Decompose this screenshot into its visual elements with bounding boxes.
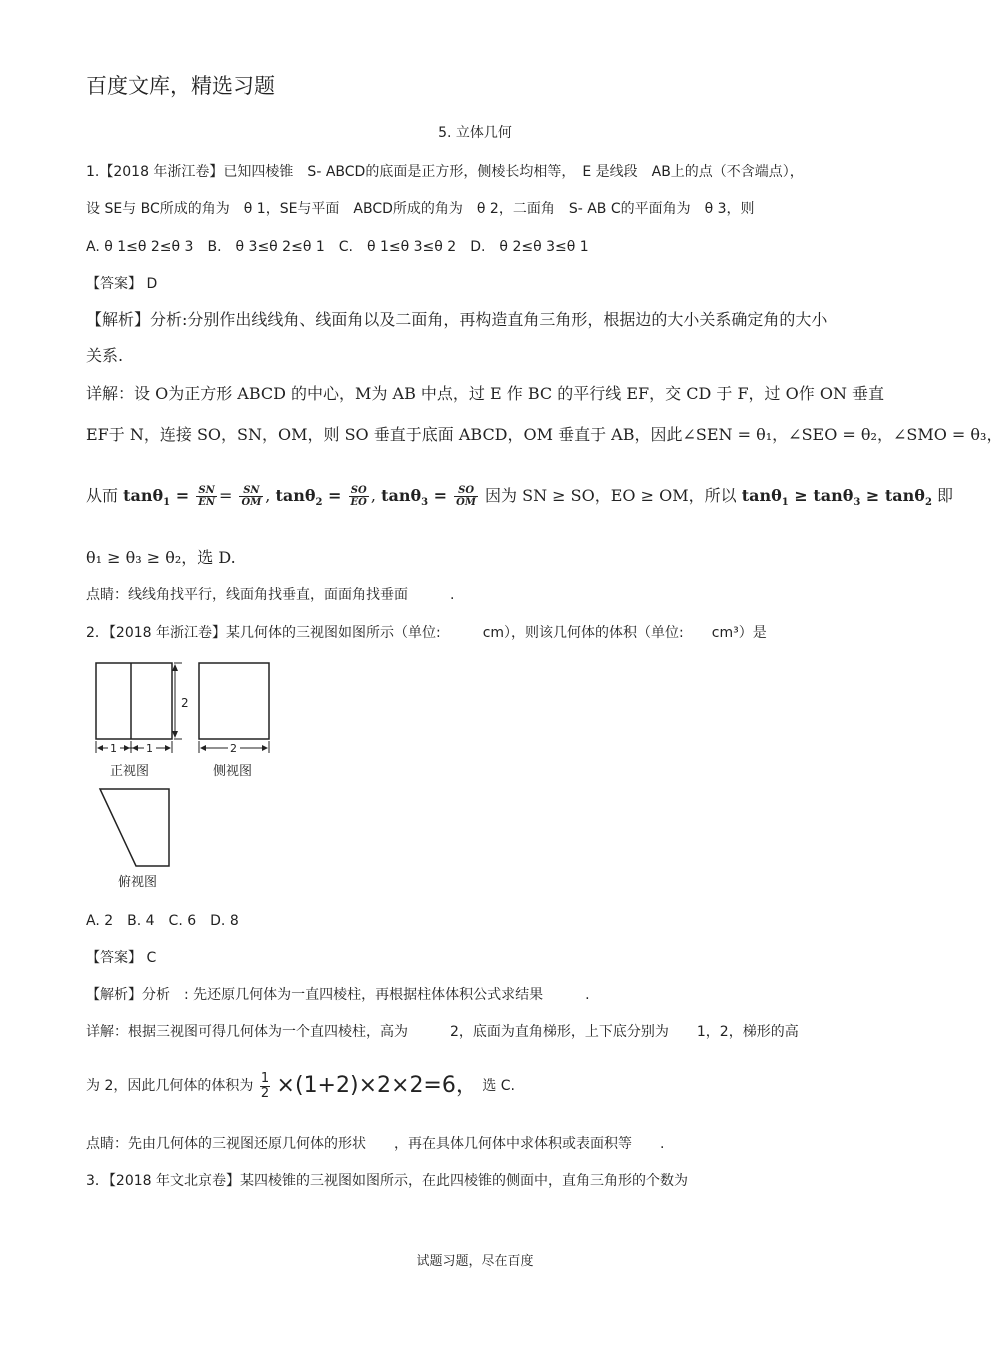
front-view-label: 正视图 <box>110 764 150 779</box>
q2-volume-formula: ×(1+2)×2×2=6， <box>276 1073 478 1098</box>
dim-width-1b: 1 <box>146 742 153 755</box>
document-header: 百度文库，精选习题 <box>86 74 275 98</box>
q1-detail-line2: EF于 N，连接 SO，SN，OM，则 SO 垂直于底面 ABCD，OM 垂直于 AB，因此∠SEN = θ₁，∠SEO = θ₂，∠SMO = θ₃， <box>86 425 1002 444</box>
top-view-label: 俯视图 <box>118 875 158 890</box>
q1-stem-line2: 设 SE与 BC所成的角为 θ 1，SE与平面 ABCD所成的角为 θ 2，二面角 S- AB C的平面角为 θ 3，则 <box>86 201 755 217</box>
top-view-trapezoid <box>100 789 169 866</box>
side-view-label: 侧视图 <box>213 764 253 779</box>
dim-side-width: 2 <box>230 742 237 755</box>
q1-answer: 【答案】 D <box>86 276 158 292</box>
document-footer: 试题习题，尽在百度 <box>416 1254 534 1269</box>
q1-detail-suffix: 即 <box>937 486 954 505</box>
q2-options: A. 2 B. 4 C. 6 D. 8 <box>86 913 239 929</box>
dim-width-1a: 1 <box>110 742 117 755</box>
section-title: 5. 立体几何 <box>438 125 512 141</box>
q2-detail-prefix: 为 2，因此几何体的体积为 <box>86 1078 254 1094</box>
q1-detail-middle: 因为 SN ≥ SO，EO ≥ OM，所以 <box>485 486 737 505</box>
q1-detail-line4: θ₁ ≥ θ₃ ≥ θ₂，选 D. <box>86 548 236 567</box>
three-view-figure <box>88 655 288 895</box>
dim-height-label: 2 <box>181 696 189 710</box>
front-view-rect <box>96 663 172 739</box>
q2-answer: 【答案】 C <box>86 950 157 966</box>
q2-detail-line2 <box>86 1066 515 1106</box>
q1-hint: 点睛：线线角找平行，线面角找垂直，面面角找垂面 . <box>86 587 455 603</box>
q3-stem: 3．【2018 年文北京卷】某四棱锥的三视图如图所示，在此四棱锥的侧面中，直角三角形的个数为 <box>86 1173 688 1189</box>
q1-analysis-line2: 关系. <box>86 346 124 365</box>
q2-hint: 点睛：先由几何体的三视图还原几何体的形状 ，再在具体几何体中求体积或表面积等 . <box>86 1136 665 1152</box>
q2-analysis: 【解析】分析 : 先还原几何体为一直四棱柱，再根据柱体体积公式求结果 . <box>86 987 590 1003</box>
q1-options: A. θ 1≤θ 2≤θ 3 B. θ 3≤θ 2≤θ 1 C. θ 1≤θ 3≤θ 2 D. θ 2≤θ 3≤θ 1 <box>86 239 589 255</box>
q1-detail-line3: 从而 tanθ$_1$ = $\frac{SN}{EN}$ = $\frac{SN}{OM}$ , tanθ$_2$ = $\frac{SO}{EO}$ , tanθ$_3$ = $\frac{SO}{OM}$ 因为 SN ≥ SO，EO ≥ OM，所以 tanθ$_1$ ≥ tanθ$_3$ ≥ tanθ$_2$ 即 <box>86 485 954 509</box>
q1-stem-line1: 1.【2018 年浙江卷】已知四棱锥 S- ABCD的底面是正方形，侧棱长均相等， E 是线段 AB上的点（不含端点）， <box>86 164 804 180</box>
q2-stem: 2．【2018 年浙江卷】某几何体的三视图如图所示（单位: cm），则该几何体的体积（单位: cm³）是 <box>86 625 767 641</box>
q2-half-fraction: $\frac{1}{2}$ <box>260 1070 270 1101</box>
q2-detail-line1: 详解：根据三视图可得几何体为一个直四棱柱，高为 2，底面为直角梯形，上下底分别为 1，2，梯形的高 <box>86 1024 799 1040</box>
q2-detail-suffix: 选 C. <box>482 1078 516 1094</box>
q1-detail-prefix: 从而 <box>86 486 119 505</box>
side-view-rect <box>199 663 269 739</box>
q1-analysis-line1: 【解析】分析:分别作出线线角、线面角以及二面角，再构造直角三角形，根据边的大小关系确定角的大小 <box>86 310 828 329</box>
q1-detail-line1: 详解：设 O为正方形 ABCD 的中心，M为 AB 中点，过 E 作 BC 的平行线 EF，交 CD 于 F，过 O作 ON 垂直 <box>86 384 885 403</box>
